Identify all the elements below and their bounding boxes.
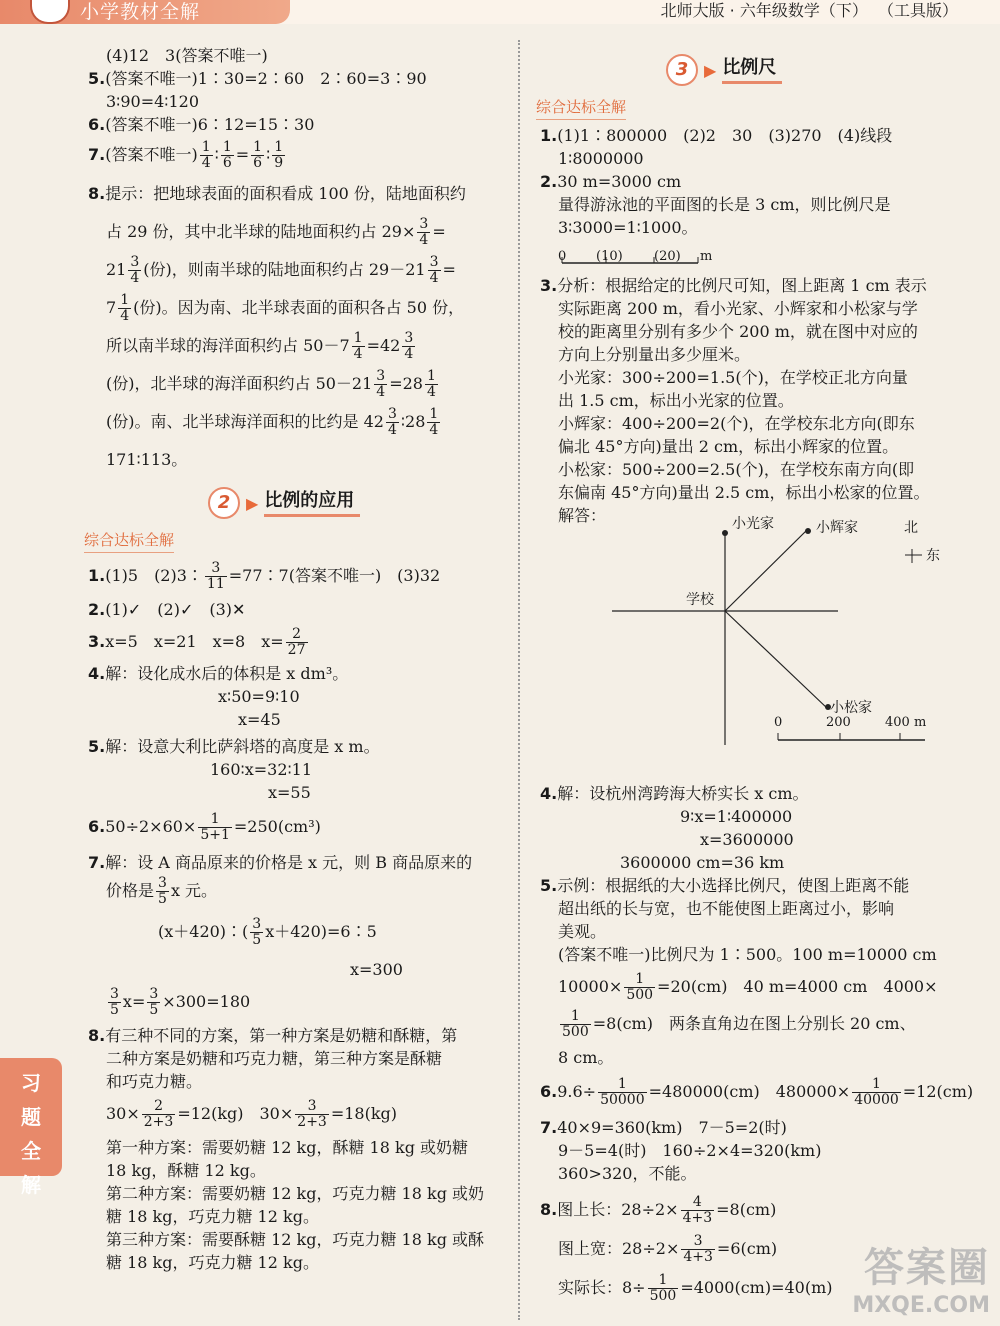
answer-line: 二种方案是奶糖和巧克力糖，第三种方案是酥糖 (106, 1049, 443, 1068)
section-2-title (88, 485, 498, 521)
label-xiaohui: 小辉家 (816, 520, 858, 536)
mascot-icon (30, 0, 70, 24)
answer-line: 8 cm。 (558, 1048, 614, 1067)
answer-p3: 3.x=5 x=21 x=8 x= $\frac{2}{27}$ (88, 626, 306, 658)
answer-line: 1∶8000000 (558, 149, 644, 168)
answer-6: 6.(答案不唯一)6∶12=15∶30 (88, 115, 315, 134)
answer-line: 第三种方案：需要酥糖 12 kg，巧克力糖 18 kg 或酥 (106, 1230, 485, 1249)
scale-200: 200 (826, 715, 851, 730)
scale-400: 400 m (885, 715, 927, 730)
header-band (0, 0, 290, 24)
answer-line: 偏北 45°方向)量出 2 cm，标出小辉家的位置。 (558, 437, 899, 456)
arrow-icon: ▶ (704, 60, 717, 80)
label-xiaoguang: 小光家 (732, 516, 774, 532)
equation: $\frac{1}{500}$ =8(cm) 两条直角边在图上分别长 20 cm、 (562, 1008, 916, 1040)
subsection-title: 综合达标全解 (84, 529, 174, 553)
watermark (852, 1236, 990, 1318)
book-title: 小学教材全解 (80, 1, 201, 23)
answer-line: 小光家：300÷200=1.5(个)，在学校正北方向量 (558, 368, 908, 387)
answer-line: 小松家：500÷200=2.5(个)，在学校东南方向(即 (558, 460, 915, 479)
answer-line: (答案不唯一)比例尺为 1∶500。100 m=10000 cm (558, 945, 937, 964)
right-column (536, 52, 974, 1312)
answer-line: (4)12 3(答案不唯一) (106, 46, 268, 65)
answer-line: 出 1.5 cm，标出小光家的位置。 (558, 391, 794, 410)
label-school: 学校 (686, 592, 714, 608)
answer-r7: 7.40×9=360(km) 7－5=2(时) (540, 1118, 787, 1137)
equation: 9∶x=1∶400000 (680, 807, 793, 826)
equation: $\frac{3}{5}$ x= $\frac{3}{5}$ ×300=180 (110, 986, 251, 1018)
equation: 10000× $\frac{1}{500}$ =20(cm) 40 m=4000 cm 4000× (558, 971, 938, 1003)
answer-8: 8.提示：把地球表面的面积看成 100 份，陆地面积约 占 29 份，其中北半球的陆地面积约占 29× $\frac{3}{4}$ = 21 $\frac{3}{4}$ (份)，则南半球的陆地面积约占 29－21 $\frac{3}{4}$ = 7 $\frac{1}{4}$ (份)。因为南、北半球表面的面积各占 50 份， 所以南半球的海洋面积约占 50－7 $\frac{1}{4}$ =42 $\frac{3}{4}$ (份)，北半球的海洋面积约占 50－21 $\frac{3}{4}$ =28 $\frac{1}{4}$ (份)。南、北半球海洋面积的比约是 42 $\frac{3}{4}$ ∶28 $\frac{1}{4}$ 171∶113。 (88, 184, 466, 469)
location-diagram-svg (540, 527, 965, 782)
label-east: 东 (926, 548, 940, 564)
section-number: 2 (208, 487, 240, 519)
answer-r6: 6.9.6÷ $\frac{1}{50000}$ =480000(cm) 480000× $\frac{1}{40000}$ =12(cm) (540, 1076, 974, 1108)
answer-r8: 8.图上长：28÷2× $\frac{4}{4+3}$ =8(cm) (540, 1194, 777, 1226)
section-name: 比例的应用 (264, 489, 360, 517)
answer-line: 9－5=4(时) 160÷2×4=320(km) (558, 1141, 822, 1160)
answer-p6: 6.50÷2×60× $\frac{1}{5+1}$ =250(cm³) (88, 811, 321, 843)
equation: x=300 (350, 960, 403, 979)
equation: x=3600000 (700, 830, 794, 849)
equation: x∶50=9∶10 (218, 687, 300, 706)
answer-line: 价格是 $\frac{3}{5}$ x 元。 (106, 875, 218, 907)
column-divider (518, 40, 520, 1320)
answer-p2: 2.(1)✓ (2)✓ (3)✕ (88, 600, 246, 619)
answer-r1: 1.(1)1∶800000 (2)2 30 (3)270 (4)线段 (540, 126, 893, 145)
answer-p4: 4.解：设化成水后的体积是 x dm³。 (88, 664, 349, 683)
answer-line: 小辉家：400÷200=2(个)，在学校东北方向(即东 (558, 414, 915, 433)
answer-line: 360>320，不能。 (558, 1164, 697, 1183)
answer-r2: 2.30 m=3000 cm (540, 172, 682, 191)
answer-p5: 5.解：设意大利比萨斜塔的高度是 x m。 (88, 737, 380, 756)
section-number: 3 (666, 54, 698, 86)
watermark-logo: 答案圈 (864, 1245, 990, 1291)
answer-line: 东偏南 45°方向)量出 2.5 cm，标出小松家的位置。 (558, 483, 930, 502)
scale-bar-10m: 0 (10) (20) m (558, 248, 713, 264)
answer-line: 第二种方案：需要奶糖 12 kg，巧克力糖 18 kg 或奶 (106, 1184, 485, 1203)
equation: (x＋420)∶( $\frac{3}{5}$ x＋420)=6∶5 (158, 916, 377, 948)
section-name: 比例尺 (722, 56, 782, 84)
equation: 160∶x=32∶11 (210, 760, 313, 779)
answer-line: 解答： (558, 506, 607, 525)
answer-line: 方向上分别量出多少厘米。 (558, 345, 751, 364)
left-column (84, 44, 498, 1274)
answer-line: 校的距离里分别有多少个 200 m，就在图中对应的 (558, 322, 918, 341)
answer-line: 美观。 (558, 922, 607, 941)
answer-r3: 3.分析：根据给定的比例尺可知，图上距离 1 cm 表示 (540, 276, 927, 295)
equation: x=55 (268, 783, 311, 802)
answer-7: 7.(答案不唯一) $\frac{1}{4}$ ∶ $\frac{1}{6}$ = $\frac{1}{6}$ ∶ $\frac{1}{9}$ (88, 139, 284, 171)
scale-0: 0 (774, 715, 783, 730)
arrow-icon: ▶ (246, 493, 259, 513)
label-north: 北 (904, 520, 918, 536)
answer-line: 超出纸的长与宽，也不能使图上距离过小，影响 (558, 899, 895, 918)
answer-p8: 8.有三种不同的方案，第一种方案是奶糖和酥糖，第 (88, 1026, 458, 1045)
answer-line: 18 kg，酥糖 12 kg。 (106, 1161, 266, 1180)
answer-line: 实际距离 200 m，看小光家、小辉家和小松家与学 (558, 299, 918, 318)
side-tab (0, 1058, 62, 1197)
answer-line: 和巧克力糖。 (106, 1072, 203, 1091)
answer-p7: 7.解：设 A 商品原来的价格是 x 元，则 B 商品原来的 (88, 853, 473, 872)
answer-line: 糖 18 kg，巧克力糖 12 kg。 (106, 1253, 319, 1272)
answer-line: 第一种方案：需要奶糖 12 kg，酥糖 18 kg 或奶糖 (106, 1138, 469, 1157)
answer-line: 3∶90=4∶120 (106, 92, 199, 111)
page-header (0, 0, 1000, 24)
section-3-title (540, 52, 965, 88)
equation: x=45 (238, 710, 281, 729)
equation: 实际长：8÷ $\frac{1}{500}$ =4000(cm)=40(m) (558, 1272, 833, 1304)
answer-p1: 1.(1)5 (2)3∶ $\frac{3}{11}$ =77∶7(答案不唯一) (3)32 (88, 560, 441, 592)
label-xiaosong: 小松家 (830, 700, 872, 716)
answer-line: 糖 18 kg，巧克力糖 12 kg。 (106, 1207, 319, 1226)
equation: 30× $\frac{2}{2+3}$ =12(kg) 30× $\frac{3}{2+3}$ =18(kg) (106, 1098, 398, 1130)
side-tab-label: 习 题 全 解 (21, 1071, 41, 1197)
answer-line: 量得游泳池的平面图的长是 3 cm，则比例尺是 (558, 195, 891, 214)
answer-r5: 5.示例：根据纸的大小选择比例尺，使图上距离不能 (540, 876, 910, 895)
subsection-title: 综合达标全解 (536, 96, 626, 120)
answer-r4: 4.解：设杭州湾跨海大桥实长 x cm。 (540, 784, 809, 803)
watermark-url: MXQE.COM (852, 1293, 990, 1318)
answer-5: 5.(答案不唯一)1∶30=2∶60 2∶60=3∶90 (88, 69, 427, 88)
location-diagram (540, 516, 965, 782)
edition-label: 北师大版 · 六年级数学（下） （工具版） (660, 1, 958, 20)
equation: 图上宽：28÷2× $\frac{3}{4+3}$ =6(cm) (558, 1233, 778, 1265)
answer-line: 3∶3000=1∶1000。 (558, 218, 698, 237)
equation: 3600000 cm=36 km (620, 853, 785, 872)
